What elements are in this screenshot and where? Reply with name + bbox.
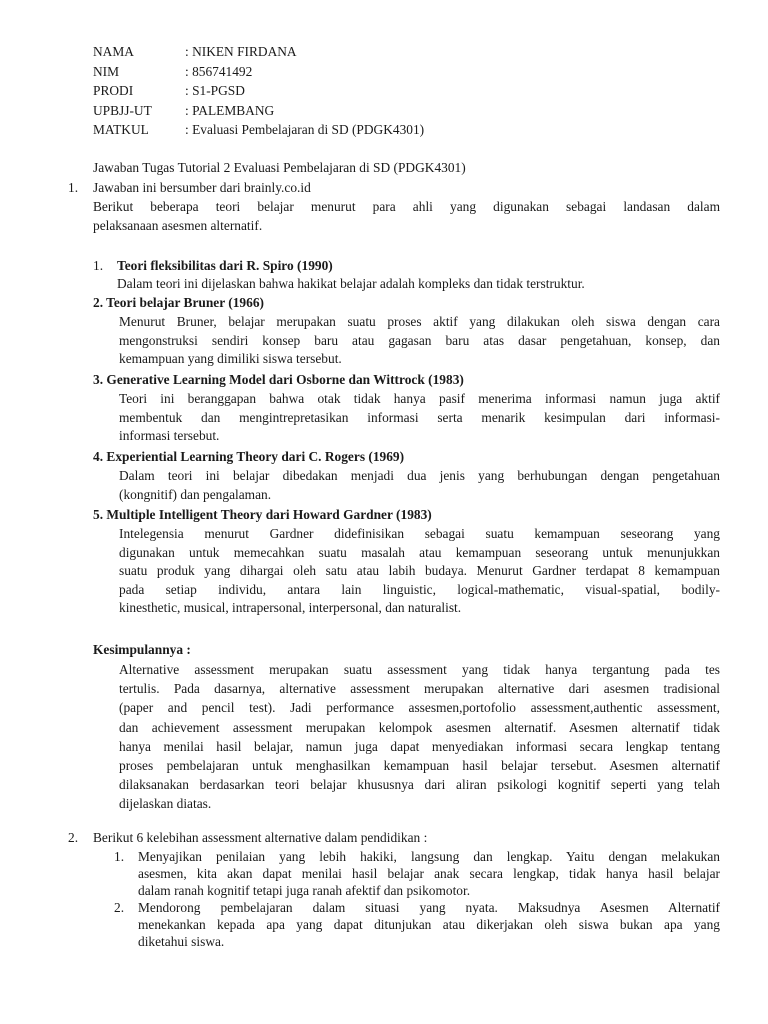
conclusion-heading: Kesimpulannya : xyxy=(93,642,191,657)
conclusion-text xyxy=(119,660,720,814)
paragraph-line: asesmen, kita akan dapat menilai hasil belajar anak secara lengkap, tidak hanya hasil belajar xyxy=(138,866,720,881)
info-key: UPBJJ-UT xyxy=(93,103,152,118)
theory-3-text xyxy=(119,390,720,446)
theory-number: 2. xyxy=(93,295,104,310)
theory-2-heading xyxy=(93,294,264,312)
paragraph-line: suatu produk yang dihargai oleh satu atau labih budaya. Menurut Gardner terdapat 8 kemampuan xyxy=(119,563,720,578)
q1-intro xyxy=(93,198,720,235)
document-title: Jawaban Tugas Tutorial 2 Evaluasi Pembelajaran di SD (PDGK4301) xyxy=(93,160,466,175)
paragraph-line: (paper and pencil test). Jadi performance assesmen,portofolio assessment,authentic assessment, xyxy=(119,700,720,716)
q2-number: 2. xyxy=(68,830,79,845)
theory-title: Experiential Learning Theory dari C. Rogers (1969) xyxy=(106,449,405,464)
paragraph-line: kemampuan yang dimiliki siswa tersebut. xyxy=(119,351,342,366)
paragraph-line: Mendorong pembelajaran dalam situasi yang nyata. Maksudnya Asesmen Alternatif xyxy=(138,900,720,915)
paragraph-line: proses pembelajaran untuk menghasilkan kemampuan hasil belajar tersebut. Asesmen alternatif xyxy=(119,757,720,773)
paragraph-line: Menyajikan penilaian yang lebih hakiki, langsung dan lengkap. Yaitu dengan melakukan xyxy=(138,849,720,864)
info-key: NIM xyxy=(93,64,120,79)
theory-5-text xyxy=(119,525,720,618)
q1-source: Jawaban ini bersumber dari brainly.co.id xyxy=(93,180,311,195)
paragraph-line: pelaksanaan asesmen alternatif. xyxy=(93,217,263,233)
info-value: : NIKEN FIRDANA xyxy=(185,44,297,59)
advantage-1-text xyxy=(138,848,720,899)
paragraph-line: Dalam teori ini belajar dibedakan menjadi dua jenis yang berhubungan dengan pengetahuan xyxy=(119,468,720,483)
paragraph-line: diketahui siswa. xyxy=(138,934,225,949)
info-key: MATKUL xyxy=(93,122,149,137)
theory-number: 3. xyxy=(93,372,104,387)
paragraph-line: Alternative assessment merupakan suatu assessment yang tidak hanya tergantung pada tes xyxy=(119,662,720,677)
q1-number: 1. xyxy=(68,180,79,195)
advantage-2-number: 2. xyxy=(114,900,125,915)
info-key: NAMA xyxy=(93,44,134,59)
theory-2-text xyxy=(119,313,720,369)
paragraph-line: dan achievement assessment merupakan kelompok asesmen alternatif. Asesmen alternatif tidak xyxy=(119,719,720,735)
paragraph-line: dijelaskan diatas. xyxy=(119,796,212,812)
paragraph-line: Berikut beberapa teori belajar menurut para ahli yang digunakan sebagai landasan dalam xyxy=(93,199,720,214)
paragraph-line: hanya menilai hasil belajar, namun juga dapat menyediakan informasi secara lengkap tentang xyxy=(119,738,720,754)
info-value: : Evaluasi Pembelajaran di SD (PDGK4301) xyxy=(185,122,425,137)
paragraph-line: tertulis. Pada dasarnya, alternative assessment merupakan alternative dari asesmen tradisional xyxy=(119,681,720,697)
paragraph-line: digunakan untuk memecahkan suatu masalah atau kemampuan seseorang untuk menunjukkan xyxy=(119,544,720,560)
theory-number: 4. xyxy=(93,449,104,464)
paragraph-line: kinesthetic, musical, intrapersonal, interpersonal, dan naturalist. xyxy=(119,600,462,615)
theory-title: Multiple Intelligent Theory dari Howard Gardner (1983) xyxy=(106,507,432,522)
paragraph-line: membentuk dan mengintrepretasikan informasi serta menarik kesimpulan dari informasi- xyxy=(119,409,720,425)
info-value: : 856741492 xyxy=(185,64,253,79)
theory-4-heading xyxy=(93,448,404,466)
theory-number: 5. xyxy=(93,507,104,522)
advantage-1-number: 1. xyxy=(114,849,125,864)
paragraph-line: Teori ini beranggapan bahwa otak tidak hanya pasif menerima informasi namun juga aktif xyxy=(119,391,720,406)
theory-3-heading xyxy=(93,371,464,389)
info-key: PRODI xyxy=(93,83,134,98)
advantage-2-text xyxy=(138,899,720,950)
paragraph-line: Menurut Bruner, belajar merupakan suatu proses aktif yang dilakukan oleh siswa dengan cara xyxy=(119,314,720,329)
theory-1-heading: Teori fleksibilitas dari R. Spiro (1990) xyxy=(117,258,333,273)
theory-4-text xyxy=(119,467,720,504)
theory-1-number: 1. xyxy=(93,258,104,273)
q2-intro: Berikut 6 kelebihan assessment alternative dalam pendidikan : xyxy=(93,830,428,845)
paragraph-line: dalam ranah kognitif tetapi juga ranah afektif dan psikomotor. xyxy=(138,883,471,898)
info-value: : S1-PGSD xyxy=(185,83,245,98)
theory-1-text: Dalam teori ini dijelaskan bahwa hakikat belajar adalah kompleks dan tidak terstruktur. xyxy=(117,276,585,291)
paragraph-line: mengonstruksi sendiri konsep baru atau gagasan baru atas dasar pengetahuan, konsep, dan xyxy=(119,332,720,348)
paragraph-line: menekankan kepada apa yang dapat ditunjukan atau dikerjakan oleh siswa bukan apa yang xyxy=(138,917,720,932)
paragraph-line: pada setiap individu, antara lain linguistic, logical-mathematic, visual-spatial, bodily- xyxy=(119,581,720,597)
paragraph-line: (kongnitif) dan pengalaman. xyxy=(119,486,272,502)
paragraph-line: dilaksanakan berdasarkan teori belajar khususnya dari aliran psikologi kognitif seperti yang telah xyxy=(119,777,720,793)
paragraph-line: informasi tersebut. xyxy=(119,428,220,443)
paragraph-line: Intelegensia menurut Gardner didefinisikan sebagai suatu kemampuan seseorang yang xyxy=(119,526,720,541)
theory-5-heading xyxy=(93,506,432,524)
theory-title: Generative Learning Model dari Osborne dan Wittrock (1983) xyxy=(106,372,464,387)
info-value: : PALEMBANG xyxy=(185,103,275,118)
theory-title: Teori belajar Bruner (1966) xyxy=(106,295,264,310)
